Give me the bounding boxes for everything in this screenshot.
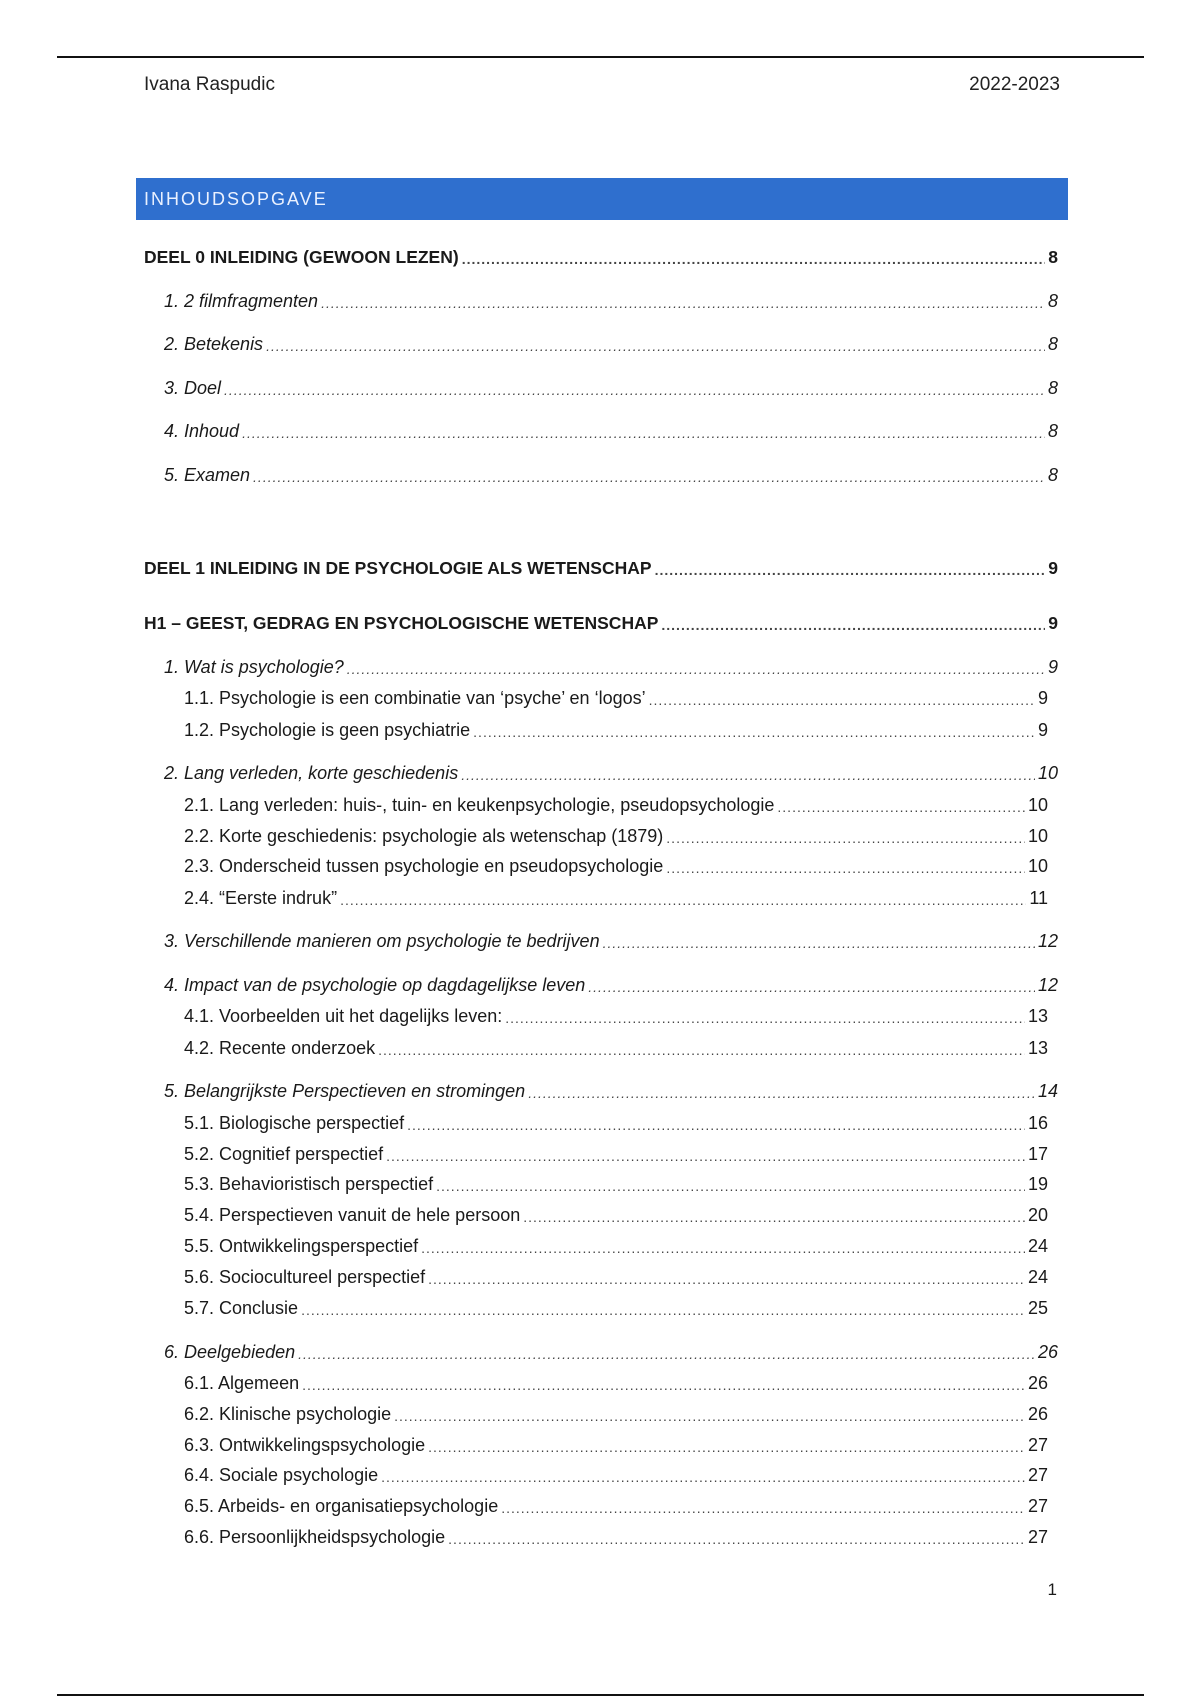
toc-entry-page: 8 xyxy=(1048,247,1058,267)
toc-entry[interactable] xyxy=(144,464,1058,486)
toc-entry-page: 26 xyxy=(1027,1404,1048,1424)
toc-entry-label: 6.6. Persoonlijkheidspsychologie xyxy=(184,1527,446,1547)
toc-entry[interactable] xyxy=(144,1372,1048,1394)
toc-entry-page: 27 xyxy=(1027,1527,1048,1547)
toc-entry-page: 10 xyxy=(1027,856,1048,876)
toc-entry-page: 9 xyxy=(1047,657,1058,677)
toc-leader-dots xyxy=(603,934,1035,952)
toc-leader-dots xyxy=(381,1468,1025,1486)
toc-entry-label: 3. Verschillende manieren om psychologie te bedrijven xyxy=(164,931,600,951)
toc-entry[interactable] xyxy=(144,1434,1048,1456)
toc-entry-page: 10 xyxy=(1037,763,1058,783)
toc-heading: INHOUDSOPGAVE xyxy=(136,178,1068,220)
toc-entry-page: 9 xyxy=(1037,720,1048,740)
toc-leader-dots xyxy=(523,1208,1025,1226)
toc-entry[interactable] xyxy=(144,612,1058,634)
toc-entry[interactable] xyxy=(144,333,1058,355)
toc-entry[interactable] xyxy=(144,825,1048,847)
toc-leader-dots xyxy=(666,859,1025,877)
toc-leader-dots xyxy=(661,616,1045,634)
toc-entry-label: 5.4. Perspectieven vanuit de hele persoon xyxy=(184,1205,521,1225)
toc-entry-label: 1.2. Psychologie is geen psychiatrie xyxy=(184,720,471,740)
toc-entry-label: 1.1. Psychologie is een combinatie van ‘psyche’ en ‘logos’ xyxy=(184,688,646,708)
toc-entry-label: H1 – GEEST, GEDRAG EN PSYCHOLOGISCHE WETENSCHAP xyxy=(144,613,659,633)
toc-leader-dots xyxy=(253,468,1045,486)
toc-entry-label: 2.2. Korte geschiedenis: psychologie als wetenschap (1879) xyxy=(184,826,664,846)
toc-entry[interactable] xyxy=(144,1005,1048,1027)
toc-entry-page: 10 xyxy=(1027,795,1048,815)
toc-entry-label: 5.1. Biologische perspectief xyxy=(184,1113,405,1133)
toc-entry-label: 3. Doel xyxy=(164,378,222,398)
toc-entry-page: 9 xyxy=(1048,613,1058,633)
toc-entry[interactable] xyxy=(144,1080,1058,1102)
toc-leader-dots xyxy=(301,1301,1025,1319)
toc-entry-label: 5. Examen xyxy=(164,465,251,485)
toc-entry[interactable] xyxy=(144,794,1048,816)
toc-leader-dots xyxy=(777,798,1025,816)
toc-entry[interactable] xyxy=(144,246,1058,268)
toc-entry[interactable] xyxy=(144,420,1058,442)
toc-entry[interactable] xyxy=(144,719,1048,741)
toc-entry-label: 2.1. Lang verleden: huis-, tuin- en keukenpsychologie, pseudopsychologie xyxy=(184,795,775,815)
toc-entry[interactable] xyxy=(144,656,1058,678)
toc-entry-page: 8 xyxy=(1047,465,1058,485)
header-rule xyxy=(57,56,1144,58)
toc-leader-dots xyxy=(473,723,1035,741)
toc-entry[interactable] xyxy=(144,1526,1048,1548)
header-author: Ivana Raspudic xyxy=(144,74,275,95)
toc-entry-label: 5.2. Cognitief perspectief xyxy=(184,1144,384,1164)
toc-entry[interactable] xyxy=(144,1297,1048,1319)
toc-leader-dots xyxy=(378,1041,1025,1059)
toc-leader-dots xyxy=(340,891,1026,909)
toc-entry[interactable] xyxy=(144,1112,1048,1134)
toc-leader-dots xyxy=(347,660,1045,678)
header-year: 2022-2023 xyxy=(969,74,1060,95)
toc-entry-page: 24 xyxy=(1027,1236,1048,1256)
toc-entry-label: DEEL 0 INLEIDING (GEWOON LEZEN) xyxy=(144,247,459,267)
toc-leader-dots xyxy=(302,1376,1025,1394)
toc-entry[interactable] xyxy=(144,1464,1048,1486)
toc-entry-label: 2.3. Onderscheid tussen psychologie en pseudopsychologie xyxy=(184,856,664,876)
toc-entry-label: 6. Deelgebieden xyxy=(164,1342,296,1362)
toc-entry-label: 6.2. Klinische psychologie xyxy=(184,1404,392,1424)
toc-entry-label: 4.1. Voorbeelden uit het dagelijks leven: xyxy=(184,1006,503,1026)
toc-entry[interactable] xyxy=(144,1143,1048,1165)
page-number: 1 xyxy=(1047,1580,1057,1599)
toc-entry-page: 13 xyxy=(1027,1038,1048,1058)
toc-entry[interactable] xyxy=(144,377,1058,399)
toc-entry-page: 27 xyxy=(1027,1435,1048,1455)
toc-entry[interactable] xyxy=(144,1495,1048,1517)
toc-entry-page: 27 xyxy=(1027,1465,1048,1485)
toc-leader-dots xyxy=(421,1239,1025,1257)
toc-leader-dots xyxy=(436,1177,1025,1195)
toc-entry-label: 1. Wat is psychologie? xyxy=(164,657,344,677)
toc-entry-page: 17 xyxy=(1027,1144,1048,1164)
toc-leader-dots xyxy=(394,1407,1025,1425)
toc-leader-dots xyxy=(321,294,1045,312)
toc-entry[interactable] xyxy=(144,855,1048,877)
toc-entry-page: 19 xyxy=(1027,1174,1048,1194)
toc-entry-page: 8 xyxy=(1047,334,1058,354)
toc-entry-label: 6.4. Sociale psychologie xyxy=(184,1465,379,1485)
toc-entry-label: 4. Impact van de psychologie op dagdagelijkse leven xyxy=(164,975,586,995)
toc-leader-dots xyxy=(666,829,1025,847)
toc-leader-dots xyxy=(501,1499,1025,1517)
toc-entry[interactable] xyxy=(144,290,1058,312)
toc-entry-label: 5.5. Ontwikkelingsperspectief xyxy=(184,1236,419,1256)
toc-entry-label: 2. Betekenis xyxy=(164,334,264,354)
toc-leader-dots xyxy=(505,1009,1025,1027)
toc-entry-page: 14 xyxy=(1037,1081,1058,1101)
toc-entry-page: 26 xyxy=(1037,1342,1058,1362)
toc-entry-label: 6.1. Algemeen xyxy=(184,1373,300,1393)
toc-entry-page: 16 xyxy=(1027,1113,1048,1133)
footer-rule xyxy=(57,1694,1144,1696)
toc-leader-dots xyxy=(649,691,1035,709)
toc-entry[interactable] xyxy=(144,974,1058,996)
toc-entry-page: 12 xyxy=(1037,931,1058,951)
toc-leader-dots xyxy=(448,1530,1025,1548)
toc-entry-page: 9 xyxy=(1048,558,1058,578)
toc-leader-dots xyxy=(655,561,1046,579)
toc-entry-label: 2.4. “Eerste indruk” xyxy=(184,888,338,908)
toc-entry-label: DEEL 1 INLEIDING IN DE PSYCHOLOGIE ALS WETENSCHAP xyxy=(144,558,652,578)
toc-entry[interactable] xyxy=(144,1403,1048,1425)
toc-leader-dots xyxy=(588,978,1035,996)
toc-leader-dots xyxy=(224,381,1045,399)
toc-entry-label: 5.6. Sociocultureel perspectief xyxy=(184,1267,426,1287)
toc-entry[interactable] xyxy=(144,1266,1048,1288)
toc-entry-label: 5. Belangrijkste Perspectieven en stromingen xyxy=(164,1081,526,1101)
toc-entry[interactable] xyxy=(144,762,1058,784)
toc-entry-label: 6.3. Ontwikkelingspsychologie xyxy=(184,1435,426,1455)
toc-leader-dots xyxy=(462,250,1046,268)
toc-leader-dots xyxy=(428,1270,1025,1288)
toc-entry-page: 27 xyxy=(1027,1496,1048,1516)
toc-entry-page: 8 xyxy=(1047,421,1058,441)
toc-entry-page: 10 xyxy=(1027,826,1048,846)
toc-entry-page: 24 xyxy=(1027,1267,1048,1287)
toc-entry-page: 20 xyxy=(1027,1205,1048,1225)
toc-entry-label: 1. 2 filmfragmenten xyxy=(164,291,319,311)
toc-entry-label: 5.3. Behavioristisch perspectief xyxy=(184,1174,434,1194)
toc-entry-page: 26 xyxy=(1027,1373,1048,1393)
toc-entry-label: 5.7. Conclusie xyxy=(184,1298,299,1318)
toc-entry[interactable] xyxy=(144,887,1048,909)
toc-leader-dots xyxy=(266,337,1045,355)
toc-entry-label: 6.5. Arbeids- en organisatiepsychologie xyxy=(184,1496,499,1516)
toc-entry-page: 13 xyxy=(1027,1006,1048,1026)
toc-entry[interactable] xyxy=(144,1037,1048,1059)
toc-entry-label: 4. Inhoud xyxy=(164,421,240,441)
toc-entry[interactable] xyxy=(144,1204,1048,1226)
toc-leader-dots xyxy=(528,1084,1035,1102)
toc-leader-dots xyxy=(298,1345,1035,1363)
toc-entry-page: 8 xyxy=(1047,378,1058,398)
toc-entry-page: 9 xyxy=(1037,688,1048,708)
toc-leader-dots xyxy=(407,1116,1025,1134)
toc-entry-page: 11 xyxy=(1029,888,1048,908)
toc-entry-page: 25 xyxy=(1027,1298,1048,1318)
toc-leader-dots xyxy=(461,766,1035,784)
toc-leader-dots xyxy=(428,1438,1025,1456)
toc-entry[interactable] xyxy=(144,930,1058,952)
toc-leader-dots xyxy=(386,1147,1025,1165)
toc-entry-label: 2. Lang verleden, korte geschiedenis xyxy=(164,763,459,783)
toc-entry[interactable] xyxy=(144,687,1048,709)
toc-entry[interactable] xyxy=(144,1173,1048,1195)
toc-entry[interactable] xyxy=(144,557,1058,579)
toc-entry[interactable] xyxy=(144,1341,1058,1363)
toc-entry[interactable] xyxy=(144,1235,1048,1257)
toc-entry-label: 4.2. Recente onderzoek xyxy=(184,1038,376,1058)
toc-entry-page: 12 xyxy=(1037,975,1058,995)
toc-leader-dots xyxy=(242,424,1045,442)
toc-entry-page: 8 xyxy=(1047,291,1058,311)
